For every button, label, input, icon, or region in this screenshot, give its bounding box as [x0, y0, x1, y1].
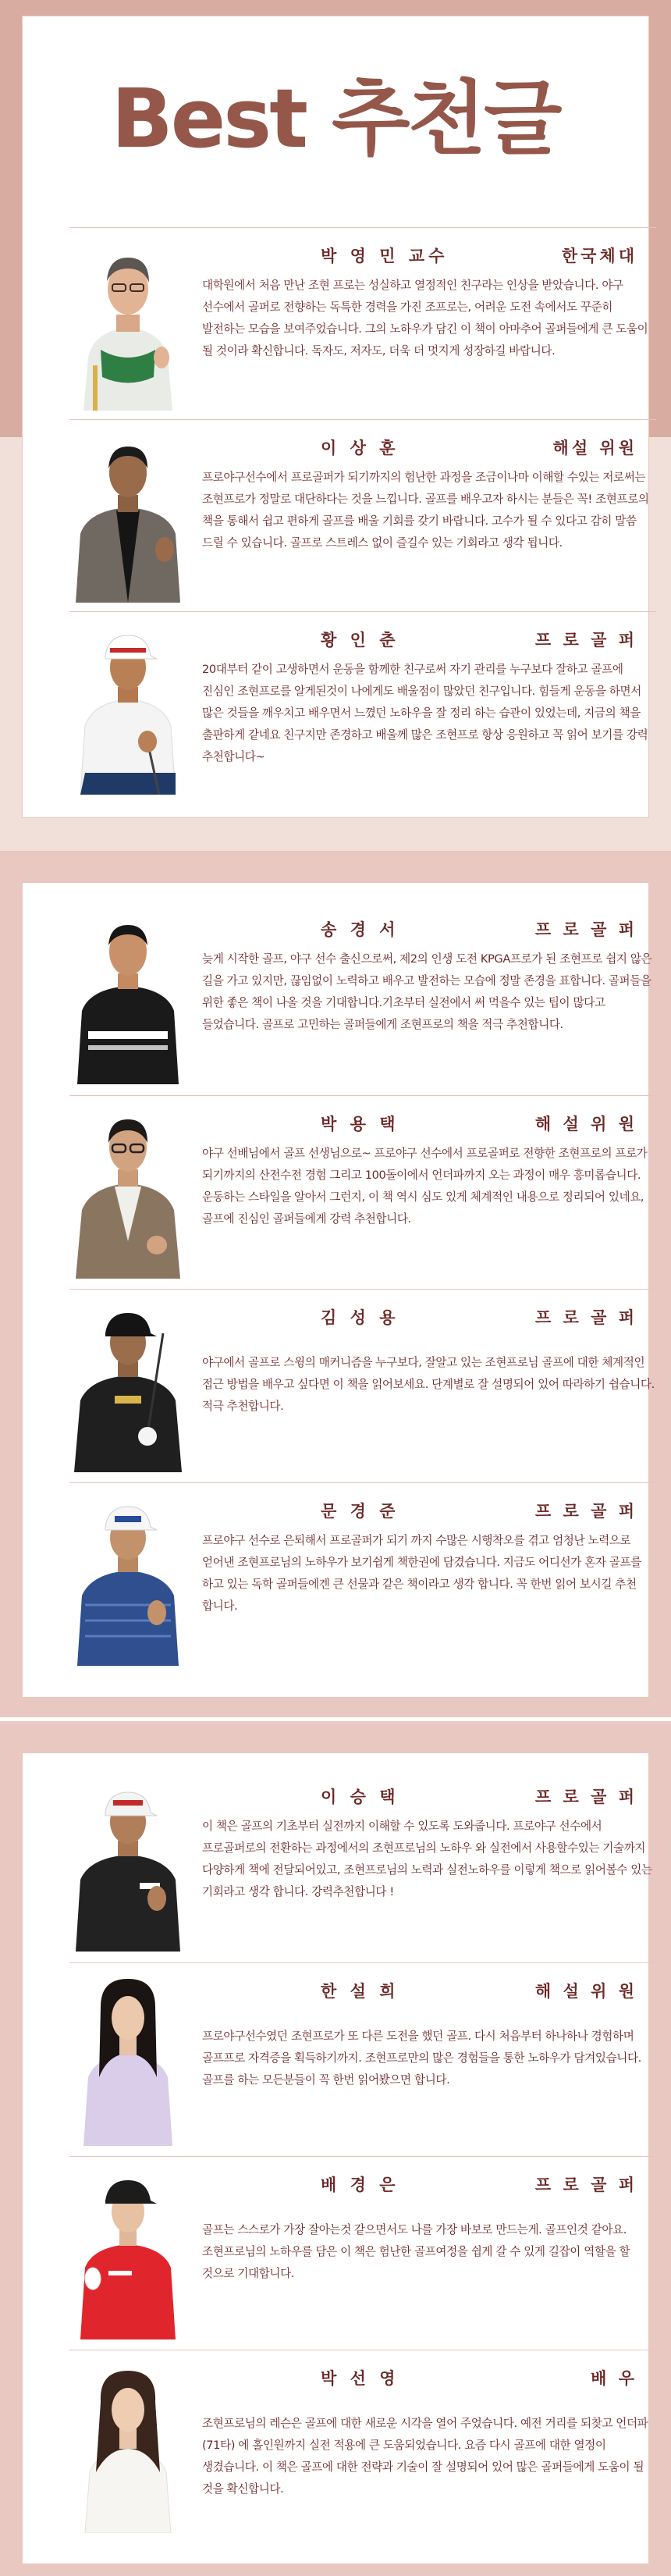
recommender-name: 송 경 서	[321, 920, 399, 939]
recommendation-item	[69, 1289, 656, 1481]
recommender-photo	[69, 624, 186, 795]
recommender-photo	[69, 2169, 186, 2339]
recommender-name: 이 승 택	[321, 1788, 399, 1806]
recommender-role: 프 로 골 퍼	[534, 2176, 637, 2194]
recommender-role: 프 로 골 퍼	[534, 1308, 637, 1327]
recommendation-item	[69, 1962, 656, 2154]
recommender-name: 배 경 은	[321, 2176, 399, 2194]
recommender-role: 배 우	[591, 2369, 637, 2388]
recommender-role: 한국체대	[561, 247, 637, 265]
recommendation-text: 늦게 시작한 골프, 야구 선수 출신으로써, 제2의 인생 도전 KPGA프로가 된 조현프로 쉽지 않은 길을 가고 있지만, 끊임없이 노력하고 배우고 발전하는 모습에 정말 존경을 표합니다. 골퍼들을 위한 좋은 책이 나올 것을 기대합니다.기초부터 실전에서 써 먹을수 있는 팁이 많다고 들었습니다. 골프로 고민하는 골퍼들에게 조현프로의 책을 적극 추천합니다.	[202, 952, 652, 1031]
recommendation-item	[69, 1482, 656, 1674]
recommendation-text: 야구 선배님에서 골프 선생님으로~ 프로야구 선수에서 프로골퍼로 전향한 조현프로의 프로가 되기까지의 산전수전 경험 그리고 100돌이에서 언더파까지 오는 과정이 매우 흥미롭습니다. 운동하는 스타일을 알아서 그런지, 이 책 역시 심도 있게 체계적인 내용으로 정리되어 있네요, 골프에 진심인 골퍼들에게 강력 추천합니다.	[202, 1147, 648, 1226]
recommender-role: 프 로 골 퍼	[534, 1502, 637, 1521]
recommender-photo	[69, 914, 186, 1084]
recommender-photo	[69, 240, 186, 411]
recommendation-text: 프로야구선수에서 프로골퍼가 되기까지의 험난한 과정을 조금이나마 이해할 수있는 저로써는 조현프로가 정말로 대단하다는 것을 느낍니다. 골프를 배우고자 하시는 분들은 꼭! 조현프로의 책을 통해서 쉽고 편하게 골프를 배울 기회를 갖기 바랍니다. 고수가 될 수 있다고 감히 말씀 드릴 수 있습니다. 골프로 스트레스 없이 즐길수 있는 기회라고 생각 됩니다.	[202, 471, 649, 550]
recommender-role: 해 설 위 원	[534, 1115, 637, 1133]
recommender-role: 해설 위원	[552, 439, 637, 457]
recommender-photo	[69, 1496, 186, 1666]
recommender-name: 김 성 용	[321, 1308, 399, 1327]
recommendation-panel	[22, 1752, 652, 2564]
recommendation-panel	[22, 882, 655, 1698]
recommender-name: 황 인 춘	[321, 631, 399, 649]
recommender-name: 이 상 훈	[321, 439, 399, 457]
recommender-role: 프 로 골 퍼	[534, 920, 637, 939]
recommender-photo	[69, 1976, 186, 2146]
recommender-name: 박 영 민 교수	[321, 247, 449, 265]
recommender-photo	[69, 2363, 186, 2533]
recommendation-item	[69, 419, 656, 611]
recommender-photo	[69, 1108, 186, 1279]
page-title: Best 추천글	[111, 71, 560, 166]
recommendation-item	[69, 1095, 656, 1287]
recommender-name: 한 설 희	[321, 1982, 399, 2001]
recommender-photo	[69, 1302, 186, 1472]
recommender-photo	[69, 432, 186, 603]
recommendation-text: 이 책은 골프의 기초부터 실전까지 이해할 수 있도록 도와줍니다. 프로야구 선수에서 프로골퍼로의 전환하는 과정에서의 조현프로님의 노하우 와 실전에서 사용할수있는 기술까지 다양하게 책에 전달되어있고, 조현프로님의 노력과 실전노하우를 이렇게 책으로 읽어볼수 있는 기회라고 생각 합니다. 강력추천합니다 !	[202, 1820, 652, 1898]
recommender-role: 프 로 골 퍼	[534, 1788, 637, 1806]
recommendation-item	[69, 902, 656, 1094]
recommendation-text: 20대부터 같이 고생하면서 운동을 함께한 친구로써 자기 관리를 누구보다 잘하고 골프에 진심인 조현프로를 알게된것이 나에게도 배울점이 많았던 친구입니다. 힘들게 운동을 하면서 많은 것들을 깨우치고 배우면서 느꼈던 노하우을 잘 정리 하는 습관이 있었는데, 지금의 책을 출판하게 같네요 친구지만 존경하고 배울께 많은 조현프로 항상 응원하고 꼭 읽어 보기를 강력 추천합니다~	[202, 663, 648, 763]
recommender-role: 프 로 골 퍼	[534, 631, 637, 649]
recommendation-item	[69, 227, 656, 419]
recommendation-text: 조현프로님의 레슨은 골프에 대한 새로운 시각을 열어 주었습니다. 예전 거리를 되찾고 언더파(71타) 에 홀인원까지 실전 적용에 큰 도움되었습니다. 요즘 다시 골프에 대한 열정이 생겼습니다. 이 책은 골프에 대한 전략과 기술이 잘 설명되어 있어 많은 골퍼들에게 도움이 될 것을 확신합니다.	[202, 2417, 648, 2496]
recommendation-text: 대학원에서 처음 만난 조현 프로는 성실하고 열정적인 친구라는 인상을 받았습니다. 야구 선수에서 골퍼로 전향하는 독특한 경력을 가진 조프로는, 어려운 도전 속에서도 꾸준히 발전하는 모습을 보여주었습니다. 그의 노하우가 담긴 이 책이 아마추어 골퍼들에게 큰 도움이 될 것이라 확신합니다. 독자도, 저자도, 더욱 더 멋지게 성장하길 바랍니다.	[202, 279, 648, 358]
recommender-photo	[69, 1781, 186, 1952]
recommendation-item	[69, 2156, 656, 2348]
recommendation-text: 프로야구선수였던 조현프로가 또 다른 도전을 했던 골프. 다시 처음부터 하나하나 경험하며 골프프로 자격증을 획득하기까지. 조현프로만의 많은 경험들을 통한 노하우가 담겨있습니다. 골프를 하는 모든분들이 꼭 한번 읽어봤으면 합니다.	[202, 2030, 641, 2087]
recommendation-text: 야구에서 골프로 스윙의 매커니즘을 누구보다, 잘알고 있는 조현프로님 골프에 대한 체계적인 접근 방법을 배우고 싶다면 이 책을 읽어보세요. 단계별로 잘 설명되어 있어 따라하기 쉽습니다. 적극 추천합니다.	[202, 1356, 655, 1413]
recommender-role: 해 설 위 원	[534, 1982, 637, 2001]
recommendation-item	[69, 2350, 656, 2542]
recommender-name: 박 용 택	[321, 1115, 399, 1133]
recommendation-text: 프로야구 선수로 은퇴해서 프로골퍼가 되기 까지 수많은 시행착오를 겪고 엄청난 노력으로 얻어낸 조현프로님의 노하우가 보기쉽게 책한권에 담겼습니다. 지금도 어디선가 혼자 골프를 하고 있는 독학 골퍼들에겐 큰 선물과 같은 책이라고 생각 합니다. 꼭 한번 읽어 보시길 추천 합니다.	[202, 1534, 641, 1613]
recommender-name: 문 경 준	[321, 1502, 399, 1521]
recommendation-item	[69, 1769, 656, 1961]
recommender-name: 박 선 영	[321, 2369, 399, 2388]
recommendation-item	[69, 611, 656, 803]
recommendation-text: 골프는 스스로가 가장 잘아는것 같으면서도 나를 가장 바보로 만드는게. 골프인것 같아요. 조현프로님의 노하우를 담은 이 책은 험난한 골프여정을 쉽게 갈 수 있게 길잡이 역할을 할 것으로 기대합니다.	[202, 2223, 630, 2280]
